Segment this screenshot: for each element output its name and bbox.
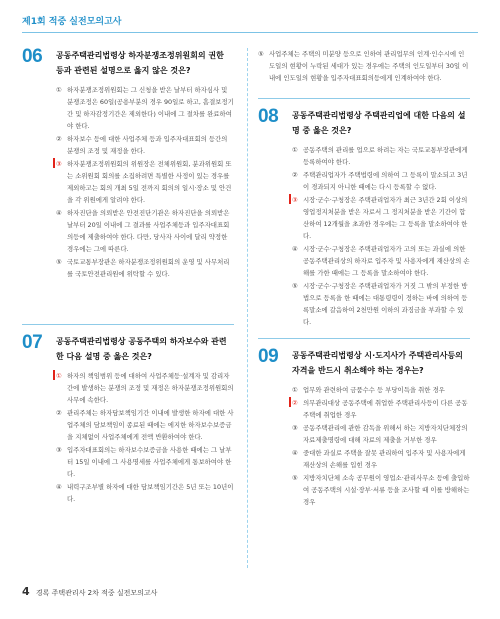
option <box>292 144 470 168</box>
option-list <box>292 144 470 328</box>
question-number: 06 <box>22 46 43 67</box>
option-text: 하자의 책임범위 등에 대하여 사업주체등·설계자 및 감리자 간에 발생하는 분쟁의 조정 및 재정은 하자분쟁조정위원회의 사무에 속한다. <box>67 372 234 404</box>
option-number: ④ <box>56 209 62 217</box>
option <box>292 243 470 279</box>
option <box>56 444 234 480</box>
option-number: ③ <box>292 424 298 432</box>
option <box>292 422 470 446</box>
option-text: 내력구조부별 하자에 대한 담보책임기간은 5년 또는 10년이다. <box>67 483 234 503</box>
option-answer <box>56 370 234 406</box>
option-text: 중대한 과실로 주택을 잘못 관리하여 입주자 및 사용자에게 재산상의 손해를 입힌 경우 <box>303 449 466 469</box>
question-07 <box>22 324 234 505</box>
option <box>56 407 234 443</box>
option-number: ⑤ <box>292 282 298 290</box>
question-06 <box>22 48 234 280</box>
option-text: 시장·군수·구청장은 주택관리업자가 거짓 그 밖의 부정한 방법으로 등록을 한 때에는 대통령령이 정하는 바에 의하여 등록말소에 갈음하여 2천만원 이하의 과징금을 부과할 수 있다. <box>303 282 468 326</box>
question-text: 공동주택관리법령상 주택관리업에 대한 다음의 설명 중 옳은 것은? <box>292 111 466 135</box>
option-list <box>56 370 234 505</box>
option-number: ③ <box>56 160 62 168</box>
option-answer <box>292 397 470 421</box>
page-footer <box>22 585 157 598</box>
option-number: ② <box>292 399 298 407</box>
option-text: 사업주체는 주택의 미분양 등으로 인하여 관리업무의 인계·인수시에 인도일의 현황이 누락된 세대가 있는 경우에는 주택의 인도일부터 30일 이내에 인도일의 현황을 입주자대표회의등에게 인계하여야 한다. <box>269 50 469 82</box>
question-text: 공동주택관리법령상 공동주택의 하자보수와 관련한 다음 설명 중 옳은 것은? <box>56 337 227 361</box>
option-text: 공동주택관리에 관한 감독을 위해서 하는 지방자치단체장의 자료제출명령에 대해 자료의 제출을 거부한 경우 <box>303 424 468 444</box>
option <box>292 169 470 193</box>
option-number: ④ <box>292 245 298 253</box>
option-number: ⑤ <box>258 50 264 58</box>
option-number: ④ <box>292 449 298 457</box>
option-text: 시장·군수·구청장은 주택관리업자가 고의 또는 과실에 의한 공동주택관리상의 하자로 입주자 및 사용자에게 재산상의 손해를 가한 때에는 그 등록을 말소하여야 한다. <box>303 245 470 277</box>
page-header: 제1회 적중 실전모의고사 <box>22 17 122 27</box>
left-column <box>22 48 234 506</box>
option-number: ② <box>292 171 298 179</box>
option <box>56 207 234 255</box>
option-number: ③ <box>56 446 62 454</box>
option-list <box>56 84 234 280</box>
option-text: 업무와 관련하여 금품수수 등 부당이득을 취한 경우 <box>303 386 445 394</box>
option-number: ① <box>56 372 62 380</box>
answer-mark <box>53 370 55 380</box>
option <box>292 472 470 508</box>
option-number: ⑤ <box>56 258 62 266</box>
option <box>56 133 234 157</box>
option-text: 의무관리대상 공동주택에 취업한 주택관리사등이 다른 공동주택에 취업한 경우 <box>303 399 468 419</box>
option-text: 공동주택의 관리를 업으로 하려는 자는 국토교통부장관에게 등록하여야 한다. <box>303 146 468 166</box>
option <box>292 447 470 471</box>
answer-mark <box>289 397 291 407</box>
option-text: 시장·군수·구청장은 주택관리업자가 최근 3년간 2회 이상의 영업정지처분을 받은 자로서 그 정지처분을 받은 기간이 합산하여 12개월을 초과한 경우에는 그 등록을 말소하여야 한다. <box>303 196 468 240</box>
page-number: 4 <box>22 585 30 598</box>
option-text: 하자진단을 의뢰받은 안전진단기관은 하자진단을 의뢰받은 날부터 20일 이내에 그 결과를 사업주체등과 입주자대표회의등에 제출하여야 한다. 다만, 당사자 사이에 달리 약정한 경우에는 그에 따른다. <box>67 209 230 253</box>
option-number: ③ <box>292 196 298 204</box>
question-text: 공동주택관리법령상 하자분쟁조정위원회의 권한 등과 관련된 설명으로 옳지 않은 것은? <box>56 51 224 75</box>
option <box>56 84 234 132</box>
question-number: 07 <box>22 332 43 353</box>
option <box>56 481 234 505</box>
option-text: 하자보수 등에 대한 사업주체 등과 입주자대표회의 등간의 분쟁의 조정 및 재정을 한다. <box>67 135 228 155</box>
option-number: ① <box>56 86 62 94</box>
option-number: ② <box>56 409 62 417</box>
right-column <box>258 48 470 509</box>
option-number: ① <box>292 386 298 394</box>
option-text: 하자분쟁조정위원회의 위원장은 전체위원회, 분과위원회 또는 소위원회 회의를 소집하려면 특별한 사정이 있는 경우를 제외하고는 회의 개최 5일 전까지 회의의 일시·장소 및 안건을 각 위원에게 알려야 한다. <box>67 160 232 204</box>
header-divider <box>22 32 478 33</box>
option-text: 관리주체는 하자담보책임기간 이내에 발생한 하자에 대한 사업주체의 담보책임이 종료된 때에는 에지한 하자보수보증금을 지체없이 사업주체에게 전액 반환하여야 한다. <box>67 409 234 441</box>
option-number: ② <box>56 135 62 143</box>
question-number: 08 <box>258 106 279 127</box>
question-09 <box>258 338 470 508</box>
option-text: 지방자치단체 소속 공무원이 영업소·관리사무소 등에 출입하여 공동주택의 시설·장부·서류 등을 조사할 때 이를 방해하는 경우 <box>303 474 470 506</box>
option <box>292 384 470 396</box>
option-text: 하자분쟁조정위원회는 그 신청을 받은 날부터 하자심사 및 분쟁조정은 60일(공용부분의 경우 90일로 하고, 흠결보정기간 및 하자감정기간은 제외한다) 이내에 그 절차를 완료하여야 한다. <box>67 86 234 130</box>
option-answer <box>56 158 234 206</box>
option <box>292 280 470 328</box>
option-text: 입주자대표회의는 하자보수보증금을 사용한 때에는 그 날부터 15일 이내에 그 사용명세를 사업주체에게 통보하여야 한다. <box>67 446 232 478</box>
option-list <box>292 384 470 508</box>
option-number: ⑤ <box>292 474 298 482</box>
question-07-continued <box>258 48 470 84</box>
option-number: ④ <box>56 483 62 491</box>
answer-mark <box>289 194 291 204</box>
option-answer <box>292 194 470 242</box>
column-divider <box>247 48 248 568</box>
option-text: 국토교통부장관은 하자분쟁조정위원회의 운영 및 사무처리를 국토안전관리원에 위탁할 수 있다. <box>67 258 230 278</box>
option <box>258 48 470 84</box>
option <box>56 256 234 280</box>
footer-text: 경록 주택관리사 2차 적중 실전모의고사 <box>35 589 158 597</box>
option-text: 주택관리업자가 주택법령에 의하여 그 등록이 말소되고 3년이 경과되지 아니한 때에는 다시 등록할 수 없다. <box>303 171 468 191</box>
answer-mark <box>53 158 55 168</box>
question-08 <box>258 98 470 328</box>
option-number: ① <box>292 146 298 154</box>
question-text: 공동주택관리법령상 시·도지사가 주택관리사등의 자격을 반드시 취소해야 하는 경우는? <box>292 351 463 375</box>
question-number: 09 <box>258 346 279 367</box>
